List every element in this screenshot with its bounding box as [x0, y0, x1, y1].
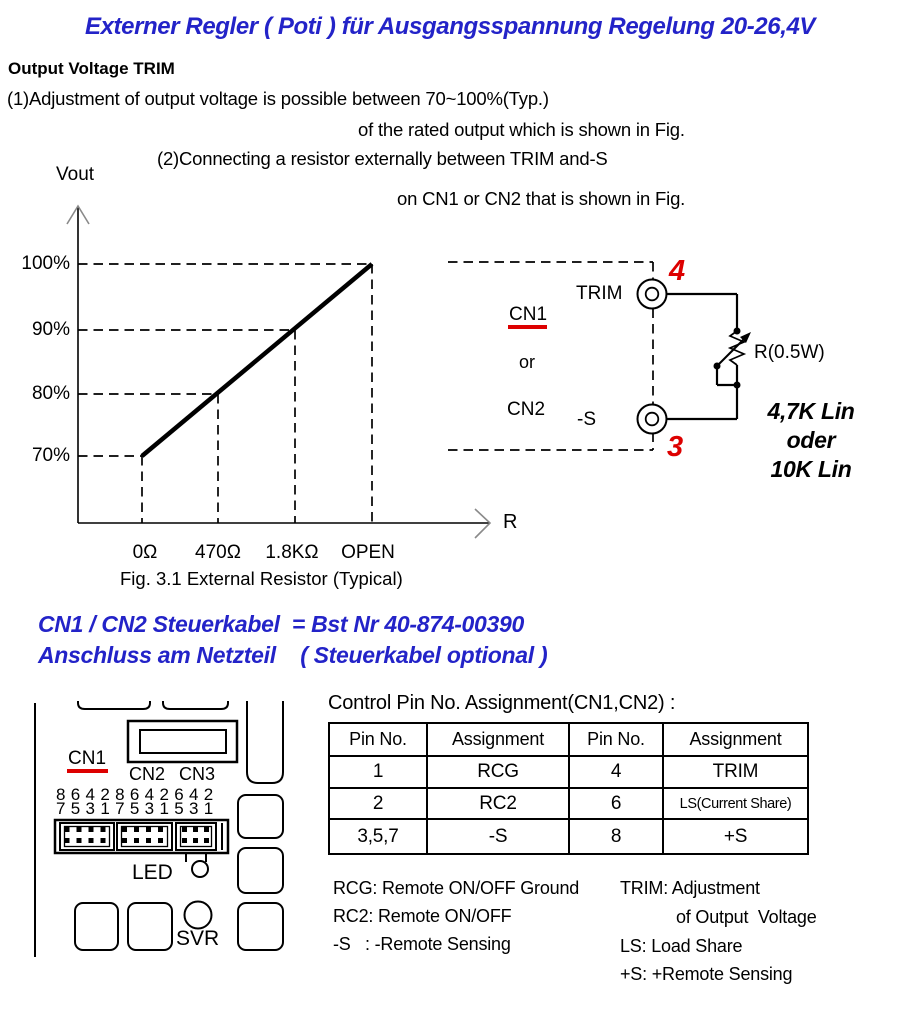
table-cell: +S [723, 825, 748, 847]
y-axis-label: Vout [56, 164, 95, 185]
cn1-block-pins [65, 827, 106, 843]
y-tick-100: 100% [21, 253, 70, 274]
legend-ls: LS: Load Share [620, 936, 743, 956]
table-cell: 6 [570, 789, 664, 820]
legend-rc2: RC2: Remote ON/OFF [333, 906, 512, 926]
circuit-cn1-label: CN1 [509, 304, 548, 325]
pin-assignment-table [328, 722, 809, 855]
x-tick-open: OPEN [341, 542, 395, 563]
board-pin-numbers-top: 8 6 4 2 8 6 4 2 6 4 2 [56, 785, 214, 804]
legend-trim-cont: of Output Voltage [676, 907, 817, 927]
circuit-wires [666, 294, 746, 419]
connector-strip [55, 820, 228, 853]
legend-rcg: RCG: Remote ON/OFF Ground [333, 878, 580, 898]
trim-pin-label: TRIM [576, 283, 623, 304]
board-cn3-label: CN3 [179, 764, 216, 784]
board-pad [238, 848, 283, 893]
housing-outer [128, 721, 237, 762]
legend-trim: TRIM: Adjustment [620, 878, 760, 898]
table-header-cell: Pin No. [570, 724, 664, 757]
steuerkabel-note-line2: Anschluss am Netzteil ( Steuerkabel optional ) [38, 642, 548, 668]
led-label: LED [132, 861, 173, 884]
y-tick-70: 70% [31, 445, 70, 466]
table-cell: RCG [428, 757, 570, 789]
board-cn1-red-underline [67, 769, 108, 773]
board-pad [238, 903, 283, 950]
board-right-tall-part [247, 701, 283, 783]
steuerkabel-note-line1: CN1 / CN2 Steuerkabel = Bst Nr 40-874-00390 [38, 611, 525, 637]
poti-value-line1: 4,7K Lin [767, 398, 855, 424]
x-tick-0: 0Ω [132, 542, 158, 563]
table-header-cell: Assignment [428, 724, 570, 757]
svr-circle [185, 902, 212, 929]
legend-plus-s: +S: +Remote Sensing [620, 964, 793, 984]
board-top-part-2 [163, 701, 228, 709]
cn2-block-pins [122, 827, 163, 843]
board-pad [238, 795, 283, 838]
board-cn2-label: CN2 [129, 764, 166, 784]
board-pad [128, 903, 172, 950]
board-pad [75, 903, 118, 950]
poti-value-line3: 10K Lin [770, 456, 852, 482]
graph-axes [78, 207, 489, 523]
board-cn1-label: CN1 [68, 748, 107, 769]
housing-inner [140, 730, 226, 753]
pin-table-title: Control Pin No. Assignment(CN1,CN2) : [328, 692, 676, 714]
trim-pin-number: 4 [669, 255, 686, 287]
x-tick-1k8: 1.8KΩ [265, 542, 319, 563]
s-pin-number: 3 [667, 431, 684, 463]
y-tick-90: 90% [31, 319, 70, 340]
table-cell: 4 [570, 757, 664, 789]
circuit-or-label: or [519, 352, 536, 372]
led-circle [192, 861, 208, 877]
y-tick-80: 80% [31, 383, 70, 404]
table-cell: 1 [330, 757, 428, 789]
cn3-block-pins [182, 827, 209, 843]
poti-value-line2: oder [786, 427, 836, 453]
board-top-part-1 [78, 701, 150, 709]
resistor-value-label: R(0.5W) [754, 342, 825, 363]
intro-line-3: (2)Connecting a resistor externally between TRIM and-S [157, 148, 608, 169]
table-header-cell: Assignment [664, 724, 807, 757]
table-header-cell: Pin No. [330, 724, 428, 757]
svr-label: SVR [176, 927, 220, 950]
intro-line-2: of the rated output which is shown in Fig. [358, 119, 685, 140]
page-title: Externer Regler ( Poti ) für Ausgangsspannung Regelung 20-26,4V [84, 13, 816, 40]
cn1-red-underline [508, 325, 547, 329]
trim-terminal [638, 280, 667, 309]
s-pin-label: -S [577, 409, 596, 430]
x-tick-470: 470Ω [195, 542, 241, 563]
board-pin-numbers-bottom: 7 5 3 1 7 5 3 1 5 3 1 [56, 799, 214, 818]
axis-arrowheads [67, 206, 490, 538]
table-cell: RC2 [428, 789, 570, 820]
x-axis-label: R [503, 511, 518, 533]
table-cell: -S [428, 820, 570, 853]
s-terminal [638, 405, 667, 434]
table-cell: 2 [330, 789, 428, 820]
table-cell: LS(Current Share) [664, 789, 807, 820]
intro-line-4: on CN1 or CN2 that is shown in Fig. [397, 188, 686, 209]
legend-minus-s: -S : -Remote Sensing [333, 934, 511, 954]
chart-data-line [142, 264, 372, 456]
resistor-zigzag-icon [730, 331, 744, 365]
table-cell: 8 [570, 820, 664, 853]
circuit-cn2-label: CN2 [507, 399, 546, 420]
table-cell: 3,5,7 [330, 820, 428, 853]
intro-line-1: (1)Adjustment of output voltage is possible between 70~100%(Typ.) [7, 88, 549, 109]
figure-caption: Fig. 3.1 External Resistor (Typical) [120, 568, 403, 589]
section-heading: Output Voltage TRIM [8, 59, 175, 78]
table-cell: TRIM [664, 757, 807, 789]
